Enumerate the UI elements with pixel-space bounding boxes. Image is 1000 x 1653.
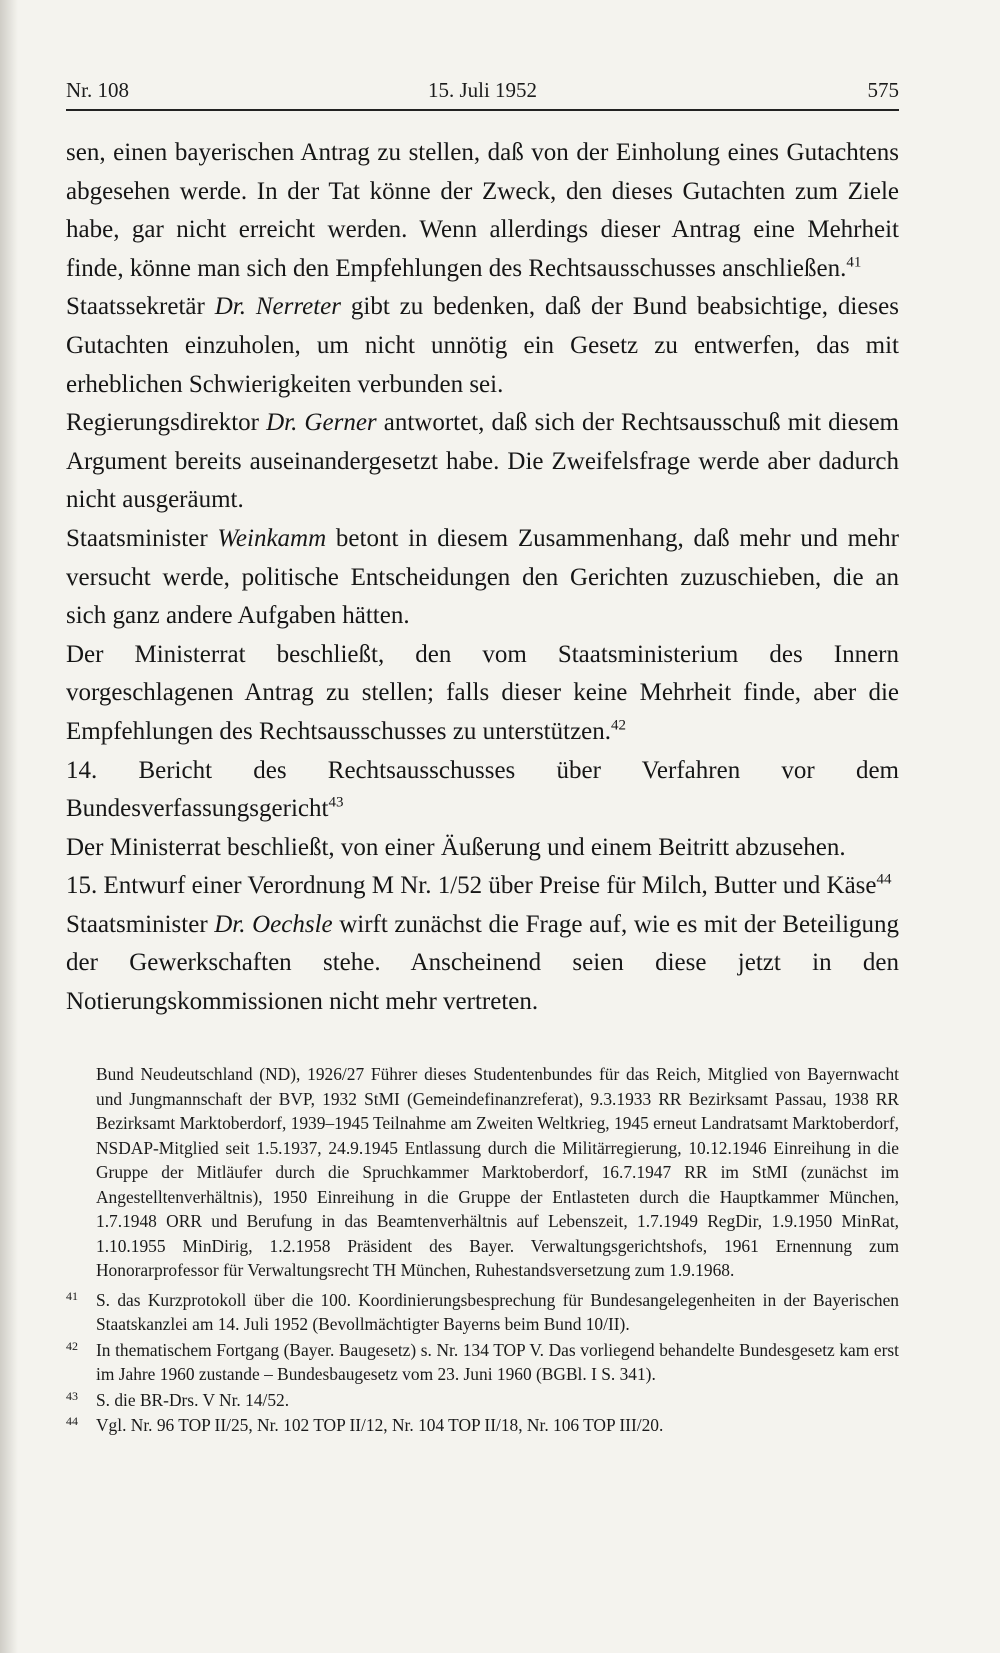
page-number: 575 — [867, 78, 899, 102]
document-number: Nr. 108 — [66, 78, 129, 102]
speaker-name: Dr. Oechsle — [214, 910, 333, 938]
speaker-name: Dr. Gerner — [266, 409, 377, 437]
footnote-text: In thematischem Fortgang (Bayer. Baugesetz) s. Nr. 134 TOP V. Das vorliegend behandelte Bundesgesetz kam erst im Jahre 1960 zustande – Bundesbaugesetz vom 23. Juni 1960 (BGBl. I S. 341). — [96, 1339, 899, 1384]
speaker-name: Weinkamm — [217, 524, 327, 552]
paragraph-continuation: sen, einen bayerischen Antrag zu stellen, daß von der Einholung eines Gutachtens abgesehen werde. In der Tat könne der Zweck, den dieses Gutachten zum Ziele habe, gar nicht erreicht werden. Wenn allerdings dieser Antrag eine Mehrheit finde, könne man sich den Empfehlungen des Rechtsausschusses anschließen.$^{41}$ — [66, 139, 899, 282]
agenda-item-14: 14. Bericht des Rechtsausschusses über Verfahren vor dem Bundesverfassungsgericht$^{43}$ — [66, 756, 899, 823]
footnote-text: S. das Kurzprotokoll über die 100. Koordinierungsbesprechung für Bundesangelegenheiten in der Bayerischen Staatskanzlei am 14. Juli 1952 (Bevollmächtigter Bayerns beim Bund 10/II). — [96, 1289, 899, 1334]
paragraph-weinkamm: Staatsminister Weinkamm betont in diesem Zusammenhang, daß mehr und mehr versucht werde, politische Entscheidungen den Gerichten zuzuschieben, die an sich ganz andere Aufgaben hätten. — [66, 524, 899, 630]
agenda-item-15: 15. Entwurf einer Verordnung M Nr. 1/52 über Preise für Milch, Butter und Käse$^{44}$ — [66, 871, 892, 900]
footnote-ref-44: 44 — [876, 871, 892, 888]
main-text — [66, 134, 899, 1022]
footnote-42 — [66, 1338, 899, 1387]
paragraph-gerner: Regierungsdirektor Dr. Gerner antwortet, daß sich der Rechtsausschuß mit diesem Argument bereits auseinandergesetzt habe. Die Zweifelsfrage werde aber dadurch nicht ausgeräumt. — [66, 409, 899, 514]
footnote-41 — [66, 1288, 899, 1337]
footnote-number: 42 — [66, 1338, 78, 1353]
footnote-ref-42: 42 — [611, 717, 627, 734]
speaker-name: Dr. Nerreter — [214, 293, 342, 321]
header-date: 15. Juli 1952 — [427, 78, 538, 102]
header-rule — [66, 109, 899, 111]
paragraph-resolution-14: Der Ministerrat beschließt, von einer Äußerung und einem Beitritt abzusehen. — [66, 833, 846, 861]
page-header — [66, 74, 899, 108]
footnote-43 — [66, 1388, 899, 1413]
footnote-text: S. die BR-Drs. V Nr. 14/52. — [96, 1389, 290, 1410]
footnote-number: 44 — [66, 1414, 78, 1428]
footnote-number: 41 — [66, 1288, 78, 1303]
paragraph-nerreter: Staatssekretär Dr. Nerreter gibt zu bedenken, daß der Bund beabsichtige, dieses Gutachten einzuholen, um nicht unnötig ein Gesetz zu entwerfen, das mit erheblichen Schwierigkeiten verbunden sei. — [66, 293, 899, 398]
paragraph-oechsle: Staatsminister Dr. Oechsle wirft zunächst die Frage auf, wie es mit der Beteiligung der Gewerkschaften stehe. Anscheinend seien diese jetzt in den Notierungskommissionen nicht mehr vertreten. — [66, 910, 900, 1016]
footnote-number: 43 — [66, 1388, 78, 1403]
footnote-continuation: Bund Neudeutschland (ND), 1926/27 Führer dieses Studentenbundes für das Reich, Mitglied von Bayernwacht und Jungmannschaft der BVP, 1932 StMI (Gemeindefinanzreferat), 9.3.1933 RR Bezirksamt Passau, 1938 RR Bezirksamt Marktoberdorf, 1939–1945 Teilnahme am Zweiten Weltkrieg, 1945 erneut Landratsamt Marktoberdorf, NSDAP-Mitglied seit 1.5.1937, 24.9.1945 Entlassung durch die Militärregierung, 10.12.1946 Einreihung in die Gruppe der Mitläufer durch die Spruchkammer Marktoberdorf, 16.7.1947 RR im StMI (zunächst im Angestelltenverhältnis), 1950 Einreihung in die Gruppe der Entlasteten durch die Hauptkammer München, 1.7.1948 ORR und Berufung in das Beamtenverhältnis auf Lebenszeit, 1.7.1949 RegDir, 1.9.1950 MinRat, 1.10.1955 MinDirig, 1.2.1958 Präsident des Bayer. Verwaltungsgerichtshofs, 1961 Ernennung zum Honorarprofessor für Verwaltungsrecht TH München, Ruhestandsversetzung zum 1.9.1968. — [96, 1064, 899, 1280]
footnote-ref-43: 43 — [328, 794, 344, 811]
footnote-text: Vgl. Nr. 96 TOP II/25, Nr. 102 TOP II/12, Nr. 104 TOP II/18, Nr. 106 TOP III/20. — [96, 1415, 664, 1435]
footnote-ref-41: 41 — [846, 254, 862, 271]
footnotes — [66, 1062, 899, 1439]
footnote-44 — [66, 1413, 899, 1438]
paragraph-resolution: Der Ministerrat beschließt, den vom Staatsministerium des Innern vorgeschlagenen Antrag zu stellen; falls dieser keine Mehrheit finde, aber die Empfehlungen des Rechtsausschusses zu unterstützen.$^{42}$ — [66, 640, 899, 745]
